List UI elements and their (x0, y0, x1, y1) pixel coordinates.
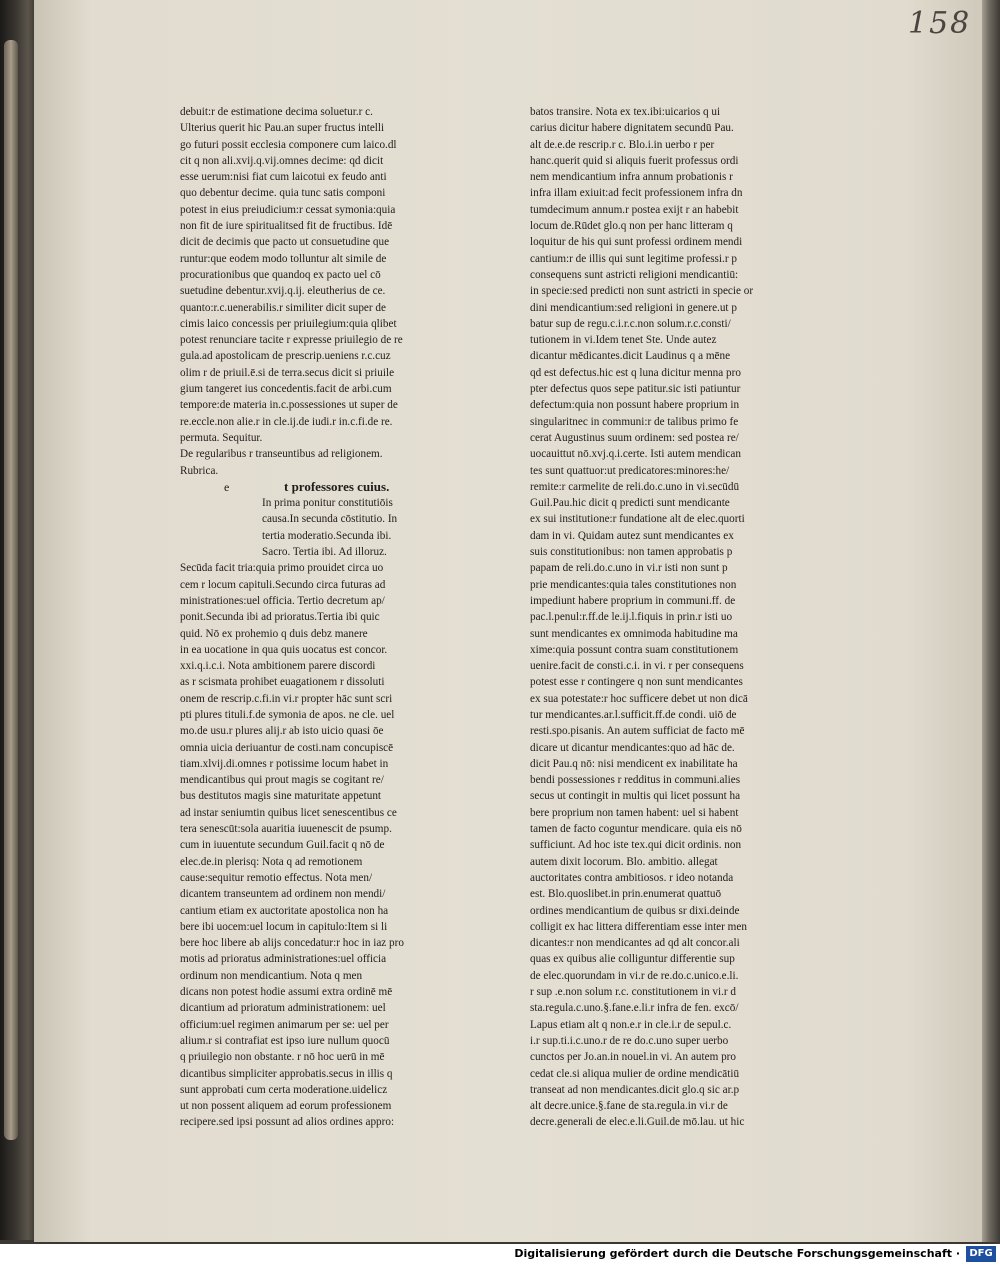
text-line: dam in vi. Quidam autez sunt mendicantes ex (530, 529, 734, 542)
text-line: potest in eius preiudicium:r cessat symonia:quia (180, 203, 396, 216)
text-line: bendi possessiones r redditus in communi.alies (530, 774, 741, 787)
text-line: prie mendicantes:quia tales constitutiones non (530, 578, 737, 591)
text-line: officium:uel regimen animarum per se: uel per (180, 1018, 389, 1031)
text-line: impediunt habere proprium in communi.ff. de (530, 594, 736, 607)
text-line: alt de.e.de rescrip.r c. Blo.i.in uerbo r per (530, 138, 715, 151)
text-line: non fit de iure spiritualitsed fit de fructibus. Idē (180, 220, 393, 233)
text-line: tutionem in vi.Idem tenet Ste. Unde autez (530, 334, 717, 347)
text-line: quo debentur decime. quia tunc satis componi (180, 187, 386, 200)
text-line: elec.de.in plerisq: Nota q ad remotionem (180, 855, 363, 868)
text-line: Lapus etiam alt q non.e.r in cle.i.r de sepul.c. (530, 1018, 732, 1031)
text-line: sta.regula.c.uno.§.fane.e.li.r infra de fen. excō/ (530, 1002, 739, 1015)
text-line: ex sua potestate:r hoc sufficere debet ut non dicā (530, 692, 748, 705)
text-line: omnia uicia deriuantur de costi.nam concupiscē (180, 741, 394, 754)
text-line: cit q non ali.xvij.q.vij.omnes decime: qd dicit (180, 154, 384, 167)
text-line: cantium etiam ex auctoritate apostolica non ha (180, 904, 389, 917)
text-line: remite:r carmelite de reli.do.c.uno in vi.secūdū (530, 480, 740, 493)
text-line: suetudine debentur.xvij.q.ij. eleutherius de ce. (180, 285, 386, 298)
text-line: tumdecimum annum.r postea exijt r an habebit (530, 203, 739, 216)
initial-letter: e (224, 479, 230, 494)
page-fore-edge (982, 0, 1000, 1242)
text-line: q priuilegio non obstante. r nō hoc uerū in mē (180, 1051, 385, 1064)
text-line: In prima ponitur constitutiōis (262, 497, 393, 510)
text-line: pter defectus quos sepe patitur.sic isti patiuntur (530, 383, 741, 396)
text-line: xxi.q.i.c.i. Nota ambitionem parere discordi (180, 660, 376, 673)
text-line: causa.In secunda cōstitutio. In (262, 513, 398, 526)
text-line: loquitur de his qui sunt professi ordinem mendi (530, 236, 743, 249)
text-line: xime:quia possunt contra suam constitutionem (530, 643, 739, 656)
text-line: cum in iuuentute secundum Guil.facit q nō de (180, 839, 385, 852)
dfg-logo: DFG (966, 1246, 996, 1262)
text-line: dicare ut dicantur mendicantes:quo ad hāc de. (530, 741, 735, 754)
text-line: cunctos per Jo.an.in nouel.in vi. An autem pro (530, 1051, 736, 1064)
right-text-column (530, 104, 758, 1131)
text-line: motis ad prioratus administrationes:uel officia (180, 953, 387, 966)
text-line: Guil.Pau.hic dicit q predicti sunt mendicante (530, 497, 730, 510)
text-line: uocauittut nō.xvj.q.i.certe. Isti autem mendican (530, 448, 741, 461)
text-line: ministrationes:uel officia. Tertio decretum ap/ (180, 594, 385, 607)
text-line: sufficiunt. Ad hoc iste tex.qui dicit ordinis. non (530, 839, 742, 852)
text-line: cerat Augustinus suum ordinem: sed postea re/ (530, 431, 739, 444)
book-page (34, 0, 982, 1242)
text-line: onem de rescrip.c.fi.in vi.r propter hāc sunt scri (180, 692, 393, 705)
text-line: bus destitutos magis sine maturitate appetunt (180, 790, 382, 803)
text-line: in specie:sed predicti non sunt astricti in specie or (530, 285, 754, 298)
text-line: cimis laico concessis per priuilegium:quia qlibet (180, 317, 397, 330)
text-line: permuta. Sequitur. (180, 431, 263, 444)
text-line: Rubrica. (180, 464, 219, 477)
text-line: dicans non potest hodie assumi extra ordinē mē (180, 986, 393, 999)
text-line: colligit ex hac littera differentiam esse inter men (530, 920, 747, 933)
text-line: tertia moderatio.Secunda ibi. (262, 529, 392, 542)
text-line: ex sui institutione:r fundatione alt de elec.quorti (530, 513, 745, 526)
text-line: ad instar seniumtin quibus licet senescentibus ce (180, 806, 397, 819)
text-line: tempore:de materia in.c.possessiones ut super de (180, 399, 398, 412)
text-line: as r scismata prohibet euagationem r dissoluti (180, 676, 385, 689)
text-line: secus ut contingit in multis qui licet possunt ha (530, 790, 741, 803)
text-line: sunt mendicantes ex omnimoda habitudine ma (530, 627, 738, 640)
text-line: quid. Nō ex prohemio q duis debz manere (180, 627, 368, 640)
text-line: Ulterius querit hic Pau.an super fructus intelli (180, 122, 385, 135)
text-line: cem r locum capituli.Secundo circa futuras ad (180, 578, 386, 591)
text-line: ordines mendicantium de quibus sr dixi.deinde (530, 904, 740, 917)
left-text-column (180, 104, 432, 1131)
text-line: ordinum non mendicantium. Nota q men (180, 969, 363, 982)
text-line: procurationibus que quandoq ex pacto uel cō (180, 268, 381, 281)
text-line: decre.generali de elec.e.li.Guil.de mō.lau. ut hic (530, 1116, 745, 1129)
text-line: De regularibus r transeuntibus ad religionem. (180, 448, 383, 461)
text-line: olim r de priuil.ē.si de terra.secus dicit si priuile (180, 366, 395, 379)
text-line: batos transire. Nota ex tex.ibi:uicarios q ui (530, 106, 721, 118)
text-line: dicit Pau.q nō: nisi mendicent ex inabilitate ha (530, 757, 738, 770)
text-line: dini mendicantium:sed religioni in genere.ut p (530, 301, 737, 314)
text-line: gula.ad apostolicam de prescrip.ueniens r.c.cuz (180, 350, 391, 363)
text-line: tes sunt quattuor:ut predicatores:minores:he/ (530, 464, 730, 477)
text-line: dicantibus simpliciter approbatis.secus in illis q (180, 1067, 393, 1080)
text-line: transeat ad non mendicantes.dicit glo.q sic ar.p (530, 1083, 740, 1096)
folio-number: 158 (908, 6, 972, 41)
text-line: defectum:quia non possunt habere proprium in (530, 399, 740, 412)
text-line: ut non possent aliquem ad eorum professionem (180, 1100, 392, 1113)
text-line: ponit.Secunda ibi ad prioratus.Tertia ibi quic (180, 611, 380, 624)
text-line: go futuri possit ecclesia componere cum laico.dl (180, 138, 397, 151)
text-line: quas ex quibus alie colliguntur differentie sup (530, 953, 735, 966)
text-line: esse uerum:nisi fiat cum laicotui ex feudo anti (180, 171, 387, 184)
text-line: uenire.facit de consti.c.i. in vi. r per consequens (530, 660, 744, 673)
text-line: infra illam exiuit:ad fecit professionem infra dn (530, 187, 743, 200)
text-line: bere proprium non tamen habent: uel si habent (530, 806, 739, 819)
text-line: re.eccle.non alie.r in cle.ij.de iudi.r in.c.fi.de re. (180, 415, 393, 428)
text-line: sunt approbati cum certa moderatione.uidelicz (180, 1083, 388, 1096)
text-line: Sacro. Tertia ibi. Ad illoruz. (262, 546, 387, 559)
text-line: i.r sup.ti.i.c.uno.r de re do.c.uno super uerbo (530, 1034, 729, 1047)
text-line: dicantium ad prioratum administrationem: uel (180, 1002, 386, 1015)
text-line: batur sup de regu.c.i.r.c.non solum.r.c.consti/ (530, 317, 731, 330)
text-line: r sup .e.non solum r.c. constitutionem in vi.r d (530, 986, 737, 999)
section-heading-text: t professores cuius. (284, 478, 390, 494)
text-line: recipere.sed ipsi possunt ad alios ordines appro: (180, 1116, 395, 1129)
text-line: de elec.quorundam in vi.r de re.do.c.unico.e.li. (530, 969, 739, 982)
text-line: qd est defectus.hic est q luna dicitur menna pro (530, 366, 741, 379)
text-line: cedat cle.si aliqua mulier de ordine mendicātiū (530, 1067, 740, 1080)
text-line: tiam.xlvij.di.omnes r potissime locum habet in (180, 757, 389, 770)
text-line: potest esse r contingere q non sunt mendicantes (530, 676, 743, 689)
text-line: tamen de facto coguntur mendicare. quia eis nō (530, 823, 742, 836)
previous-page-edge (4, 40, 18, 1140)
text-line: dicantem transeuntem ad ordinem non mendi/ (180, 888, 386, 901)
text-line: autem dixit locorum. Blo. ambitio. allegat (530, 855, 718, 868)
text-line: papam de reli.do.c.uno in vi.r isti non sunt p (530, 562, 728, 575)
text-line: debuit:r de estimatione decima soluetur.r c. (180, 106, 373, 118)
text-line: est. Blo.quoslibet.in prin.enumerat quattuō (530, 888, 722, 901)
text-line: alt decre.unice.§.fane de sta.regula.in vi.r de (530, 1100, 728, 1113)
text-line: auctoritates contra ambitiosos. r ideo notanda (530, 871, 734, 884)
text-line: in ea uocatione in qua quis uocatus est concor. (180, 643, 388, 656)
text-line: suis constitutionibus: non tamen approbatis p (530, 546, 733, 559)
section-heading (180, 479, 432, 495)
text-line: Secūda facit tria:quia primo prouidet circa uo (180, 562, 384, 575)
text-line: cause:sequitur remotio effectus. Nota men/ (180, 871, 373, 884)
text-line: quanto:r.c.uenerabilis.r similiter dicit super de (180, 301, 386, 314)
text-line: dicit de decimis que pacto ut consuetudine que (180, 236, 390, 249)
text-line: alium.r si contrafiat est ipso iure nullum quocū (180, 1034, 390, 1047)
text-line: locum de.Rūdet glo.q non per hanc litteram q (530, 220, 733, 233)
text-line: consequens sunt astricti religioni mendicantiū: (530, 268, 739, 281)
text-line: carius dicitur habere dignitatem secundū Pau. (530, 122, 734, 135)
text-line: cantium:r de illis qui sunt legitime professi.r p (530, 252, 737, 265)
text-line: nem mendicantium infra annum probationis r (530, 171, 733, 184)
dfg-credit: Digitalisierung gefördert durch die Deutsche Forschungsgemeinschaft · (514, 1247, 960, 1260)
text-line: pac.l.penul:r.ff.de le.ij.l.fiquis in prin.r isti uo (530, 611, 733, 624)
text-line: runtur:que eodem modo tolluntur alt simile de (180, 252, 387, 265)
text-line: gium tangeret ius concedentis.facit de arbi.cum (180, 383, 392, 396)
text-line: hanc.querit quid si aliquis fuerit professus ordi (530, 154, 739, 167)
text-line: potest renunciare tacite r expresse priuilegio de re (180, 334, 403, 347)
text-line: dicantur mēdicantes.dicit Laudinus q a mēne (530, 350, 731, 363)
text-line: mendicantibus qui prout magis se cogitant re/ (180, 774, 384, 787)
text-line: bere hoc libere ab alijs concedatur:r hoc in iaz pro (180, 937, 404, 950)
text-line: pti plures tituli.f.de symonia de apos. ne cle. uel (180, 708, 395, 721)
text-line: resti.spo.pisanis. An autem sufficiat de facto mē (530, 725, 745, 738)
text-line: singularitnec in communi:r de talibus primo fe (530, 415, 739, 428)
text-line: tur mendicantes.ar.l.sufficit.ff.de condi. uiō de (530, 708, 737, 721)
text-line: bere ibi uocem:uel locum in capitulo:Item si li (180, 920, 388, 933)
text-line: mo.de usu.r plures alij.r ab isto uicio quasi ōe (180, 725, 384, 738)
text-line: tera senescūt:sola auaritia iuuenescit de psump. (180, 823, 392, 836)
text-line: dicantes:r non mendicantes ad qd alt concor.ali (530, 937, 740, 950)
